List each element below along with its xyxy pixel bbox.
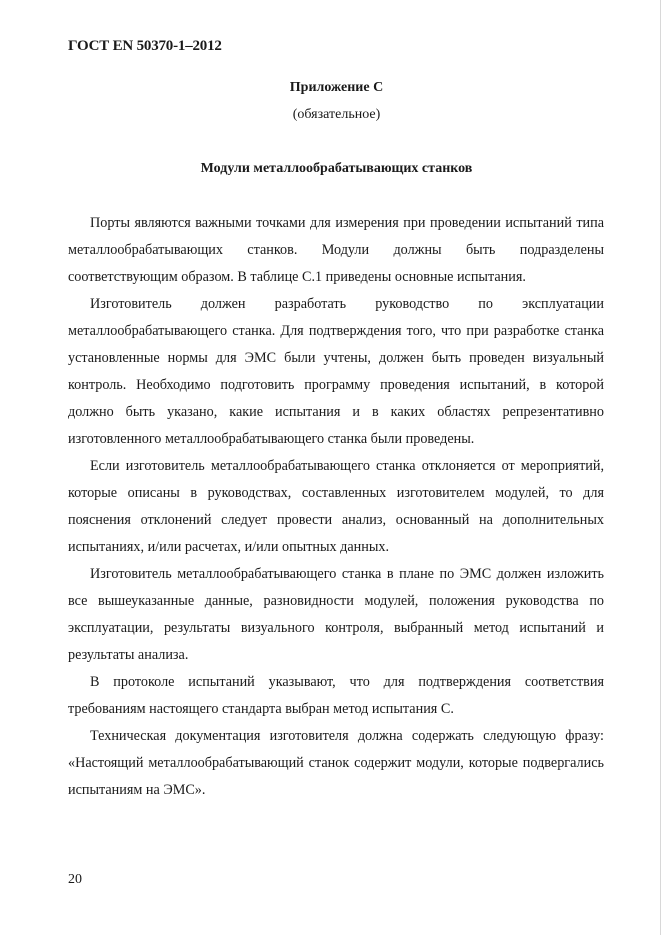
paragraph: Изготовитель должен разработать руководство по эксплуатации металлообрабатывающего станка. Для подтверждения того, что при разработке станка установленные нормы для ЭМС были учтены, должен быть проведен визуальный контроль. Необходимо подготовить программу проведения испытаний, в которой должно быть указано, какие испытания и в каких областях репрезентативно изготовленного металлообрабатывающего станка были проведены. bbox=[68, 296, 604, 447]
body-text bbox=[68, 210, 604, 804]
paragraph: Порты являются важными точками для измерения при проведении испытаний типа металлообрабатывающих станков. Модули должны быть подразделены соответствующим образом. В таблице С.1 приведены основные испытания. bbox=[68, 215, 604, 285]
paragraph: Техническая документация изготовителя должна содержать следующую фразу: «Настоящий металлообрабатывающий станок содержит модули, которые подвергались испытаниям на ЭМС». bbox=[68, 728, 604, 798]
standard-header: ГОСТ EN 50370-1–2012 bbox=[68, 38, 222, 54]
section-title: Модули металлообрабатывающих станков bbox=[200, 161, 473, 176]
page-number: 20 bbox=[68, 872, 82, 887]
appendix-title: Приложение С bbox=[289, 80, 384, 95]
paragraph: Изготовитель металлообрабатывающего станка в плане по ЭМС должен изложить все вышеуказанные данные, разновидности модулей, положения руководства по эксплуатации, результаты визуального контроля, выбранный метод испытаний и результаты анализа. bbox=[68, 566, 604, 663]
appendix-status: (обязательное) bbox=[292, 107, 381, 122]
paragraph: В протоколе испытаний указывают, что для подтверждения соответствия требованиям настоящего стандарта выбран метод испытания С. bbox=[68, 674, 604, 717]
paragraph: Если изготовитель металлообрабатывающего станка отклоняется от мероприятий, которые описаны в руководствах, составленных изготовителем модулей, то для пояснения отклонений следует провести анализ, основанный на дополнительных испытаниях, и/или расчетах, и/или опытных данных. bbox=[68, 458, 604, 555]
